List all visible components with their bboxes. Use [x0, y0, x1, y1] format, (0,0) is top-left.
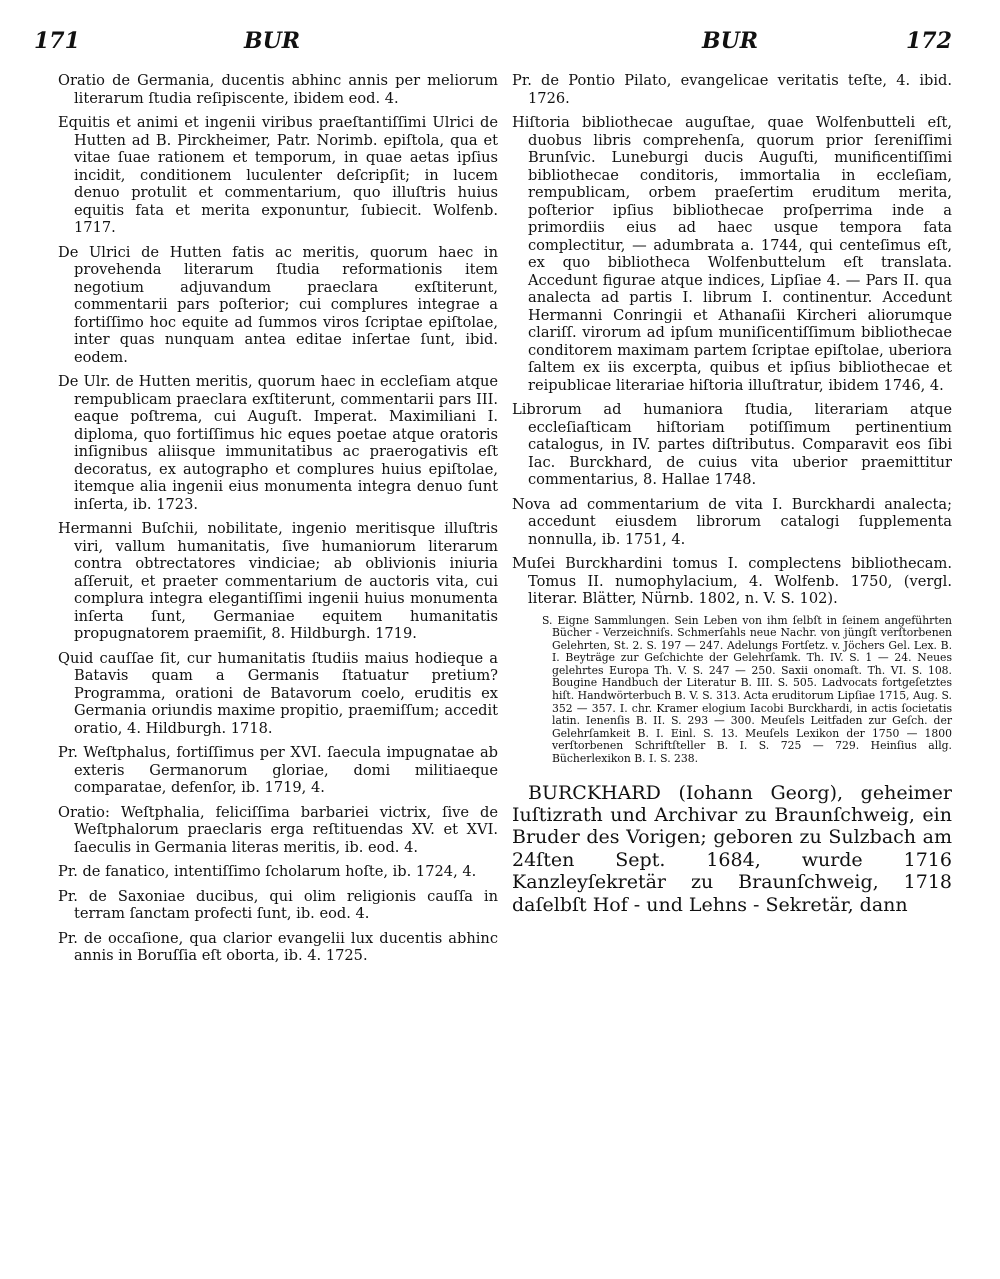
bibliography-entry: Equitis et animi et ingenii viribus praeſtantiſſimi Ulrici de Hutten ad B. Pirckheimer, Patr. Norimb. epiſtola, qua et vitae ſuae rationem et temporum, in quae aetas ipſius incidit, conditionem luculenter deſcripſit; in lucem denuo protulit et commentarium, quo illuſtris huius equitis fata et merita exponuntur, ſubiecit. Wolfenb. 1717.	[58, 114, 498, 236]
right-column	[512, 72, 952, 916]
right-running-head: BUR	[702, 28, 759, 54]
bibliography-entry: Hiſtoria bibliothecae auguſtae, quae Wolfenbutteli eſt, duobus libris comprehenſa, quorum prior ſereniſſimi Brunſvic. Luneburgi ducis Auguſti, munificentiſſimi bibliothecae conditoris, immortalia in eccleſiam, rempublicam, orbem praeſertim eruditum merita, poſterior ipſius bibliothecae proſperrima inde a primordiis eius ad haec usque tempora fata complectitur, — adumbrata a. 1744, qui centeſimus eſt, ex quo bibliotheca Wolfenbuttelum eſt translata. Accedunt figurae atque indices, Lipſiae 4. — Pars II. qua analecta ad partis I. librum I. continentur. Accedunt Hermanni Conringii et Athanaſii Kircheri aliorumque clariſſ. virorum ad ipſum muniſicentiſſimum bibliothecae conditorem maximam partem ſcriptae epiſtolae, uberiora ſaltem ex iis excerpta, quibus et ipſius bibliothecae et reipublicae literariae hiſtoria illuſtratur, ibidem 1746, 4.	[512, 114, 952, 394]
bibliography-entry: De Ulr. de Hutten meritis, quorum haec in eccleſiam atque rempublicam praeclara exſtiterunt, commentarii pars III. eaque poſtrema, cui Auguſt. Imperat. Maximiliani I. diploma, quo fortiſſimus hic eques poetae atque oratoris inſignibus aliisque immunitatibus ac praerogativis eſt decoratus, ex autographo et complures huius epiſtolae, itemque alia ingenii eius monumenta integra denuo ſunt inſerta, ib. 1723.	[58, 373, 498, 513]
page-header	[0, 28, 1000, 68]
sources-footnote: S. Eigne Sammlungen. Sein Leben von ihm ſelbſt in ſeinem angeführten Bücher - Verzeichniſs. Schmerſahls neue Nachr. von jüngſt verſtorbenen Gelehrten, St. 2. S. 197 — 247. Adelungs Fortſetz. v. Jöchers Gel. Lex. B. I. Beyträge zur Geſchichte der Gelehrſamk. Th. IV. S. 1 — 24. Neues gelehrtes Europa Th. V. S. 247 — 250. Saxii onomaſt. Th. VI. S. 108. Bougine Handbuch der Literatur B. III. S. 505. Ladvocats fortgeſetztes hiſt. Handwörterbuch B. V. S. 313. Acta eruditorum Lipſiae 1715, Aug. S. 352 — 357. I. chr. Kramer elogium Iacobi Burckhardi, in actis ſocietatis latin. Ienenſis B. II. S. 293 — 300. Meuſels Leitfaden zur Geſch. der Gelehrſamkeit B. I. Einl. S. 13. Meuſels Lexikon der 1750 — 1800 verſtorbenen Schriftſteller B. I. S. 725 — 729. Heinſius allg. Bücherlexikon B. I. S. 238.	[542, 613, 952, 766]
bibliography-entry: Muſei Burckhardini tomus I. complectens bibliothecam. Tomus II. numophylacium, 4. Wolfenb. 1750, (vergl. literar. Blätter, Nürnb. 1802, n. V. S. 102).	[512, 555, 952, 607]
bibliography-entry: Quid cauſſae ſit, cur humanitatis ſtudiis maius hodieque a Batavis quam a Germanis ſtatuatur pretium? Programma, orationi de Batavorum coelo, eruditis ex Germania oriundis maxime propitio, praemiſſum; accedit oratio, 4. Hildburgh. 1718.	[58, 649, 498, 737]
bibliography-entry: Pr. de fanatico, intentiſſimo ſcholarum hoſte, ib. 1724, 4.	[58, 863, 477, 880]
biography-paragraph: BURCKHARD (Iohann Georg), geheimer Iuſtizrath und Archivar zu Braunſchweig, ein Bruder des Vorigen; geboren zu Sulzbach am 24ſten Sept. 1684, wurde 1716 Kanzleyſekretär zu Braunſchweig, 1718 daſelbſt Hof - und Lehns - Sekretär, dann	[512, 781, 952, 916]
bibliography-entry: Oratio: Weſtphalia, feliciſſima barbariei victrix, ſive de Weſtphalorum praeclaris erga reſtituendas XV. et XVI. ſaeculis in Germania literas meritis, ib. eod. 4.	[58, 803, 498, 856]
bibliography-entry: Librorum ad humaniora ſtudia, literariam atque eccleſiaſticam hiſtoriam potiſſimum pertinentium catalogus, in IV. partes diſtributus. Comparavit eos ſibi Iac. Burckhard, de cuius vita uberior praemittitur commentarius, 8. Hallae 1748.	[512, 401, 952, 488]
bibliography-entry: Hermanni Buſchii, nobilitate, ingenio meritisque illuſtris viri, vallum humanitatis, ſive humaniorum literarum contra obtrectatores vindiciae; ab oblivionis iniuria aſſeruit, et praeter commentarium de auctoris vita, cui complura integra elegantiſſimi ingenii huius monumenta inſerta ſunt, Germaniae equitem humanitatis propugnatorem praemiſit, 8. Hildburgh. 1719.	[58, 520, 498, 642]
bibliography-entry: Pr. de occaſione, qua clarior evangelii lux ducentis abhinc annis in Boruſſia eſt oborta, ib. 4. 1725.	[58, 929, 498, 964]
bibliography-entry: Pr. Weſtphalus, fortiſſimus per XVI. ſaecula impugnatae ab exteris Germanorum gloriae, domi militiaeque comparatae, defenſor, ib. 1719, 4.	[58, 744, 498, 796]
bibliography-entry: De Ulrici de Hutten fatis ac meritis, quorum haec in provehenda literarum ſtudia reformationis item negotium adjuvandum praeclara exſtiterunt, commentarii pars poſterior; cui complures integrae a fortiſſimo hoc equite ad ſummos viros ſcriptae epiſtolae, inter quas nunquam antea editae inſertae ſunt, ibid. eodem.	[58, 243, 498, 366]
right-page-number: 172	[906, 28, 952, 54]
left-page-number: 171	[34, 28, 80, 54]
bibliography-entry: Pr. de Pontio Pilato, evangelicae veritatis teſte, 4. ibid. 1726.	[512, 72, 952, 107]
left-running-head: BUR	[244, 28, 301, 54]
left-column	[58, 72, 498, 972]
bibliography-entry: Nova ad commentarium de vita I. Burckhardi analecta; accedunt eiusdem librorum catalogi ſupplementa nonnulla, ib. 1751, 4.	[512, 495, 952, 548]
bibliography-entry: Pr. de Saxoniae ducibus, qui olim religionis cauſſa in terram ſanctam profecti ſunt, ib. eod. 4.	[58, 887, 498, 922]
bibliography-entry: Oratio de Germania, ducentis abhinc annis per meliorum literarum ſtudia reſipiscente, ibidem eod. 4.	[58, 72, 498, 107]
